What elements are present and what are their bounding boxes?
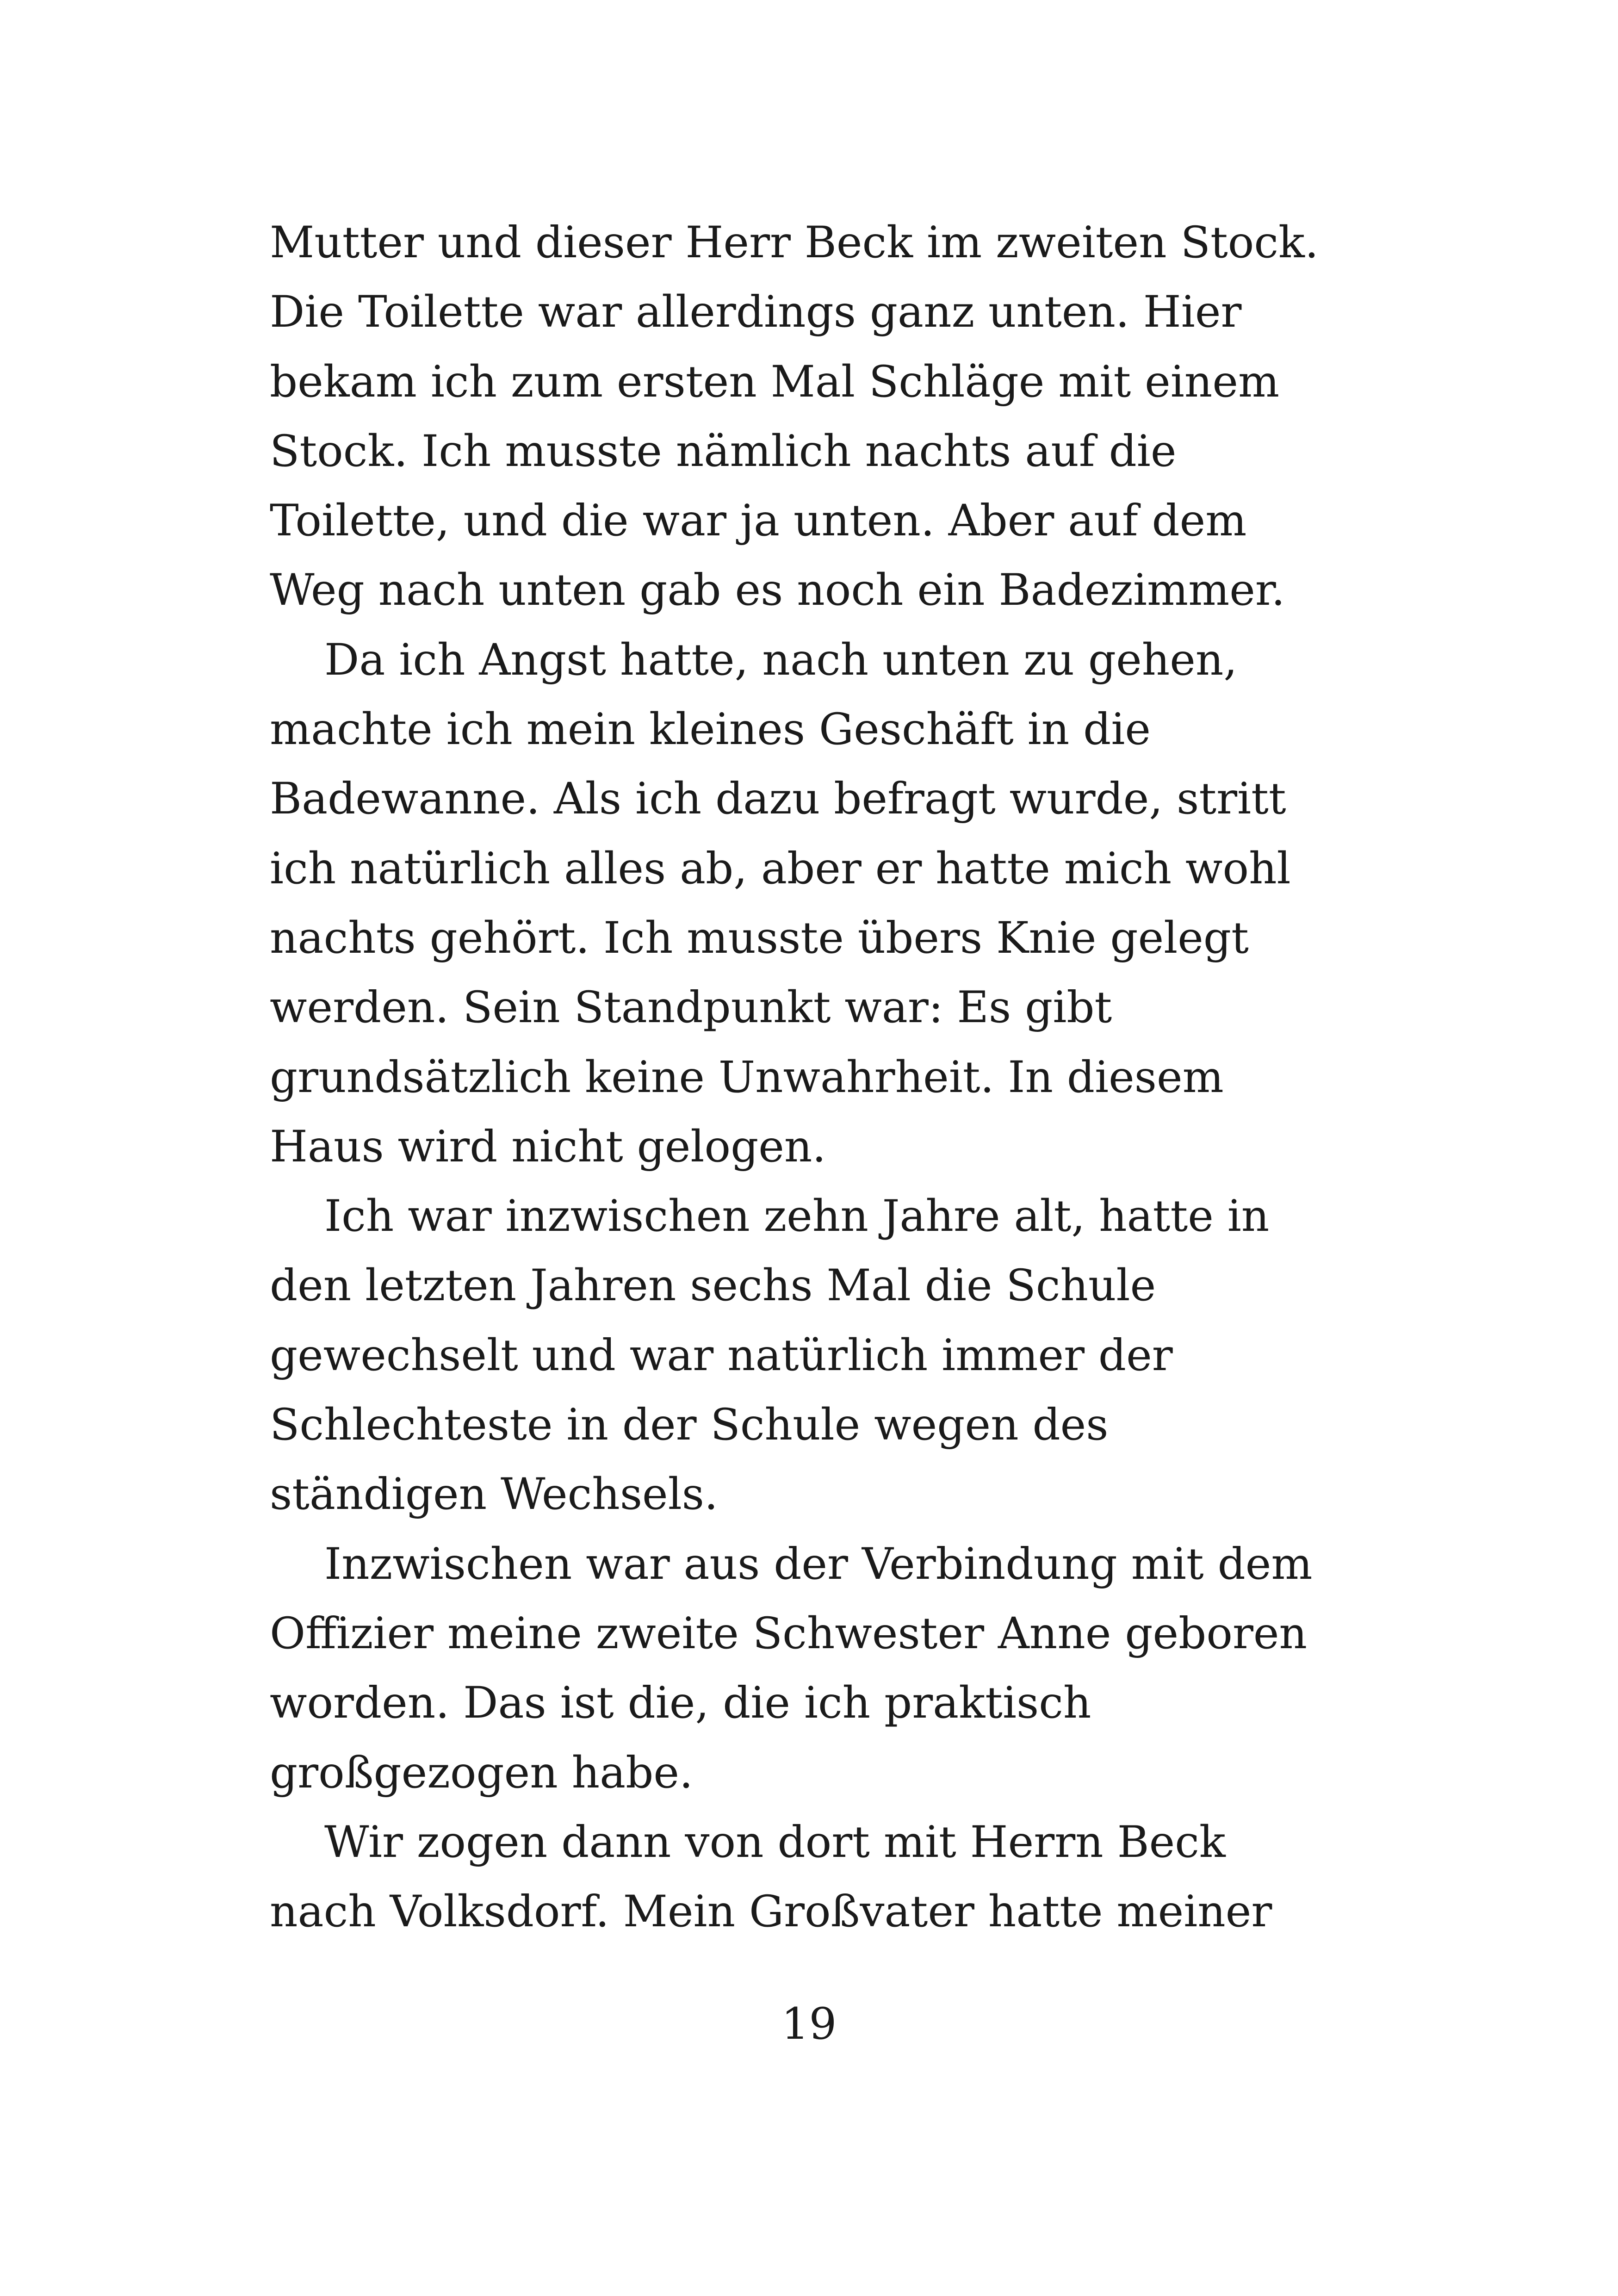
text-line: Haus wird nicht gelogen. <box>270 1121 826 1172</box>
text-line: Schlechteste in der Schule wegen des <box>270 1400 1109 1451</box>
paragraph-first-line: Wir zogen dann von dort mit Herrn Beck <box>324 1817 1226 1868</box>
paragraph-first-line: Da ich Angst hatte, nach unten zu gehen, <box>324 634 1238 685</box>
text-line: Mutter und dieser Herr Beck im zweiten Stock. <box>270 217 1319 268</box>
text-line: ich natürlich alles ab, aber er hatte mich wohl <box>270 843 1291 894</box>
text-line: Weg nach unten gab es noch ein Badezimmer. <box>270 565 1285 616</box>
text-line: worden. Das ist die, die ich praktisch <box>270 1678 1091 1729</box>
text-line: bekam ich zum ersten Mal Schläge mit einem <box>270 356 1280 407</box>
text-line: grundsätzlich keine Unwahrheit. In diesem <box>270 1052 1224 1103</box>
text-line: gewechselt und war natürlich immer der <box>270 1330 1173 1381</box>
text-line: werden. Sein Standpunkt war: Es gibt <box>270 982 1112 1033</box>
text-line: nach Volksdorf. Mein Großvater hatte meiner <box>270 1886 1272 1937</box>
text-line: Stock. Ich musste nämlich nachts auf die <box>270 426 1177 477</box>
text-line: großgezogen habe. <box>270 1747 693 1798</box>
text-line: nachts gehört. Ich musste übers Knie gelegt <box>270 912 1249 963</box>
text-line: den letzten Jahren sechs Mal die Schule <box>270 1260 1156 1311</box>
text-line: Die Toilette war allerdings ganz unten. Hier <box>270 287 1242 338</box>
text-line: machte ich mein kleines Geschäft in die <box>270 704 1151 755</box>
text-line: Offizier meine zweite Schwester Anne geboren <box>270 1608 1308 1659</box>
page-number: 19 <box>781 1999 837 2049</box>
paragraph-first-line: Ich war inzwischen zehn Jahre alt, hatte in <box>324 1191 1270 1242</box>
paragraph-first-line: Inzwischen war aus der Verbindung mit dem <box>324 1539 1313 1589</box>
body-text <box>270 208 1371 1947</box>
text-line: Toilette, und die war ja unten. Aber auf dem <box>270 496 1247 546</box>
text-line: ständigen Wechsels. <box>270 1469 718 1520</box>
text-line: Badewanne. Als ich dazu befragt wurde, stritt <box>270 774 1286 825</box>
